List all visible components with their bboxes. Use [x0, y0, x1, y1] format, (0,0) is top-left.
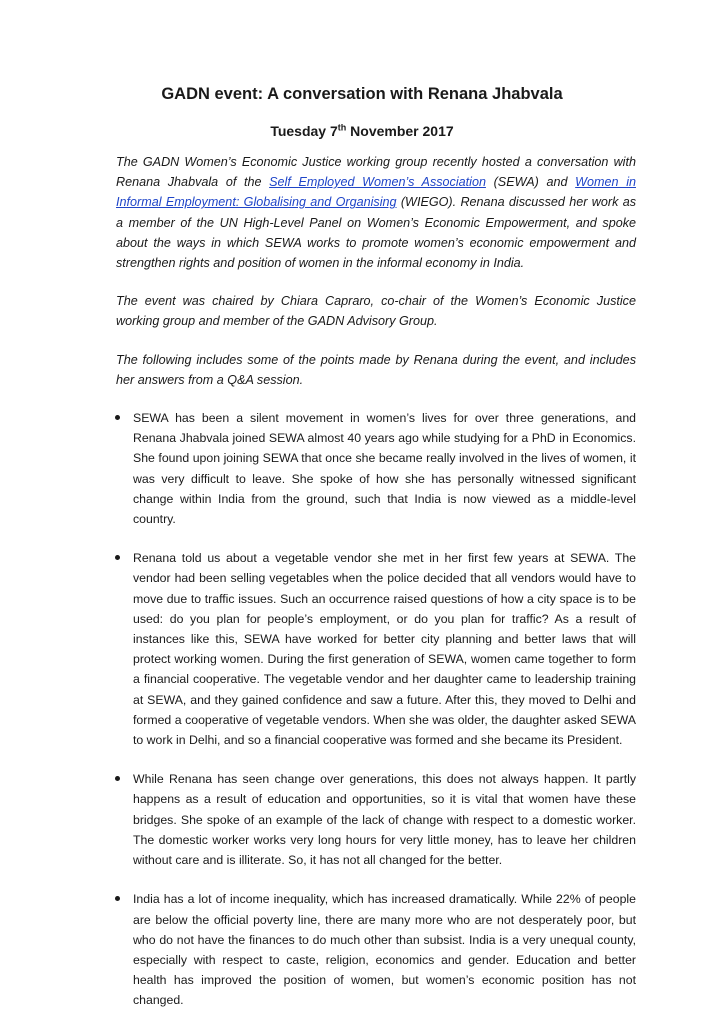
list-item — [116, 889, 636, 1010]
sewa-link[interactable]: Self Employed Women’s Association — [269, 175, 486, 190]
date-prefix: Tuesday 7 — [270, 123, 338, 139]
date-superscript: th — [337, 122, 347, 133]
list-item — [116, 769, 636, 870]
wiego-link[interactable]: Women in Informal Employment: Globalising and Organising — [116, 175, 636, 210]
page-title: GADN event: A conversation with Renana Jhabvala — [161, 85, 563, 103]
list-item — [116, 408, 636, 529]
list-item — [116, 548, 636, 750]
intro1-text-3: (WIEGO). Renana discussed her work as a member of the UN High-Level Panel on Women’s Economic Empowerment, and spoke about the ways in which SEWA works to promote women’s economic empowerment and strengthen rights and position of women in the informal economy in India. — [116, 195, 636, 271]
bullet-text: India has a lot of income inequality, which has increased dramatically. While 22% of people are below the official poverty line, there are many more who are not desperately poor, but who do not have the finances to do much other than subsist. India is a very unequal county, especially with respect to caste, religion, economics and gender. Education and better health has improved the position of women, but women’s economic position has not changed. — [133, 892, 636, 1008]
intro1-text-2: (SEWA) and — [485, 175, 576, 190]
bullet-icon — [115, 896, 120, 901]
bullet-text: SEWA has been a silent movement in women’s lives for over three generations, and Renana Jhabvala joined SEWA almost 40 years ago while studying for a PhD in Economics. She found upon joining SEWA that once she became really involved in the lives of women, it was very difficult to leave. She spoke of how she has personally witnessed significant change within India from the ground, such that India is now viewed as a middle-level country. — [133, 411, 636, 527]
bullet-list — [116, 408, 636, 1010]
intro-paragraph-2: The event was chaired by Chiara Capraro, co-chair of the Women’s Economic Justice working group and member of the GADN Advisory Group. — [116, 294, 636, 329]
intro-paragraph-3: The following includes some of the points made by Renana during the event, and includes her answers from a Q&A session. — [116, 352, 636, 387]
bullet-icon — [115, 415, 120, 420]
date-suffix: November 2017 — [346, 123, 454, 139]
intro1-text-1: The GADN Women’s Economic Justice working group recently hosted a conversation with Renana Jhabvala of the — [116, 155, 636, 190]
document-body — [116, 152, 636, 1030]
bullet-icon — [115, 776, 120, 781]
bullet-text: While Renana has seen change over generations, this does not always happen. It partly happens as a result of education and opportunities, so it is vital that women have these bridges. She spoke of an example of the lack of change with respect to a domestic worker. The domestic worker works very long hours for very little money, has to leave her children without care and is illiterate. So, it has not all changed for the better. — [133, 772, 636, 868]
bullet-icon — [115, 555, 120, 560]
event-date — [0, 123, 724, 139]
intro-paragraph-1 — [116, 152, 636, 273]
bullet-text: Renana told us about a vegetable vendor she met in her first few years at SEWA. The vendor had been selling vegetables when the police decided that all vendors would have to move due to traffic issues. Such an occurrence raised questions of how a city space is to be used: do you plan for people’s employment, or do you plan for traffic? As a result of instances like this, SEWA have worked for better city planning and better laws that will protect working women. During the first generation of SEWA, women came together to form a financial cooperative. The vegetable vendor and her daughter came to leadership training at SEWA, and they gained confidence and saw a future. After this, they moved to Delhi and formed a cooperative of vegetable vendors. When she was older, the daughter asked SEWA to work in Delhi, and so a financial cooperative was formed and she became its President. — [133, 551, 636, 748]
